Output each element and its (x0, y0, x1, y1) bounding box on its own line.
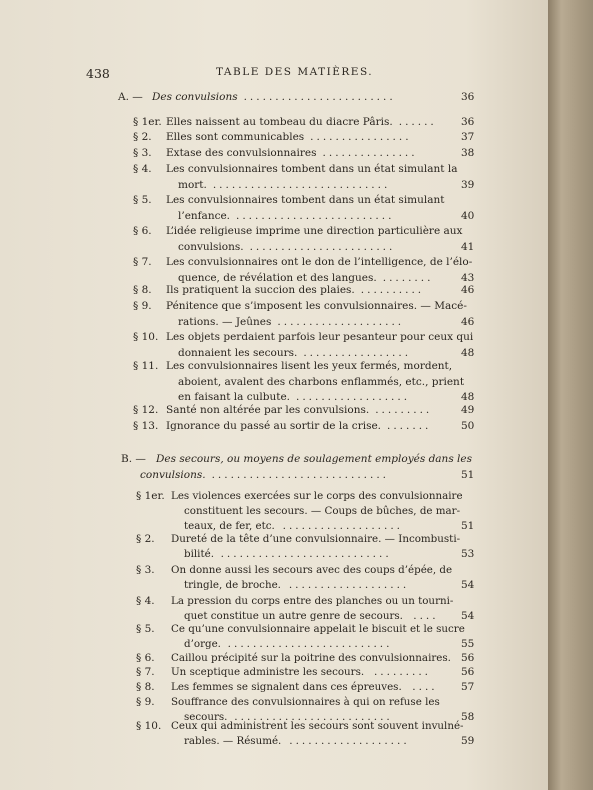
entry-page: 54 (461, 610, 475, 623)
leader-dots: ....... (387, 420, 432, 432)
entry-text: Elles sont communicables (166, 131, 305, 143)
entry-page: 58 (461, 711, 475, 724)
section-a-label: A. — (118, 91, 143, 103)
entry-text: l’enfance. (178, 209, 231, 222)
entry-text: Extase des convulsionnaires (166, 147, 317, 159)
section-number: § 9. (136, 696, 155, 708)
leader-dots: ................... (289, 735, 410, 748)
entry-text: secours. (184, 711, 228, 724)
leader-dots: ......................... (234, 711, 393, 724)
entry-text: Souffrance des convulsionnaires à qui on refuse les (171, 696, 440, 708)
entry-text: rations. — Jeûnes (178, 315, 272, 328)
entry-text: Santé non altérée par les convulsions. (166, 404, 370, 416)
entry-text: Les convulsionnaires tombent dans un état simulant la (166, 163, 458, 175)
section-number: § 1er. (133, 116, 162, 128)
leader-dots: ........................ (243, 91, 396, 103)
running-header (86, 66, 488, 82)
section-number: § 6. (136, 652, 155, 664)
entry-text: Ceux qui administrent les secours sont souvent invulné- (171, 720, 464, 732)
entry-text: Les femmes se signalent dans ces épreuves. (171, 681, 402, 693)
section-number: § 7. (133, 256, 152, 268)
entry-page: 49 (461, 404, 475, 416)
entry-page: 59 (461, 735, 475, 748)
leader-dots: .......... (360, 284, 425, 296)
entry-page: 48 (461, 391, 475, 403)
entry-page: 41 (461, 240, 475, 253)
section-number: § 4. (133, 163, 152, 175)
entry-page: 48 (461, 346, 475, 359)
leader-dots: ................ (310, 131, 412, 143)
section-a-page: 36 (461, 91, 475, 103)
entry-text: teaux, de fer, etc. (184, 520, 275, 533)
section-number: § 4. (136, 595, 155, 607)
section-number: § 12. (133, 404, 159, 416)
entry-text: L’idée religieuse imprime une direction particulière aux (166, 225, 463, 237)
leader-dots: ................... (288, 579, 410, 592)
section-number: § 6. (133, 225, 152, 237)
entry-page: 56 (461, 666, 475, 678)
entry-page: 36 (461, 116, 475, 128)
entry-text: Dureté de la tête d’une convulsionnaire. — Incombusti- (171, 533, 461, 545)
entry-text: aboient, avalent des charbons enflammés, etc., prient (178, 375, 465, 388)
entry-text: Caillou précipité sur la poitrine des convulsionnaires. (171, 652, 451, 664)
entry-page: 43 (461, 271, 475, 284)
section-number: § 1er. (136, 490, 165, 502)
entry-text: Elles naissent au tombeau du diacre Pâris. (166, 116, 393, 128)
section-number: § 8. (136, 681, 155, 693)
leader-dots: ......... (375, 404, 433, 416)
entry-page: 51 (461, 520, 475, 533)
entry-text: Pénitence que s’imposent les convulsionnaires. — Macé- (166, 300, 467, 312)
section-a-title: Des convulsions (152, 91, 238, 103)
section-b-title: convulsions. (140, 468, 206, 481)
entry-text: bilité. (184, 548, 214, 561)
leader-dots: .... (412, 681, 438, 693)
entry-text: Les convulsionnaires tombent dans un état simulant (166, 194, 445, 206)
page-number: 438 (86, 66, 110, 81)
section-number: § 13. (133, 420, 159, 432)
section-number: § 8. (133, 284, 152, 296)
entry-text: La pression du corps entre des planches ou un tourni- (171, 595, 454, 607)
entry-page: 46 (461, 284, 475, 296)
entry-text: quet constitue un autre genre de secours. (184, 610, 403, 623)
entry-page: 55 (461, 638, 475, 651)
leader-dots: ......... (373, 666, 432, 678)
entry-text: rables. — Résumé. (184, 735, 282, 748)
entry-page: 53 (461, 548, 475, 561)
section-b-title: Des secours, ou moyens de soulagement employés dans les (156, 453, 473, 465)
entry-text: quence, de révélation et des langues. (178, 271, 377, 284)
entry-page: 54 (461, 579, 475, 592)
section-b-page: 51 (461, 468, 475, 481)
entry-page: 57 (461, 681, 475, 693)
entry-text: tringle, de broche. (184, 579, 281, 592)
leader-dots: .................. (295, 391, 411, 403)
entry-page: 37 (461, 131, 475, 143)
section-number: § 3. (136, 564, 155, 576)
entry-text: Ignorance du passé au sortir de la crise. (166, 420, 382, 432)
entry-text: Un sceptique administre les secours. (171, 666, 365, 678)
entry-text: convulsions. (178, 240, 244, 253)
entry-page: 56 (461, 652, 475, 664)
section-number: § 2. (136, 533, 155, 545)
section-number: § 3. (133, 147, 152, 159)
leader-dots: ........ (382, 271, 434, 284)
leader-dots: .................... (277, 315, 405, 328)
leader-dots: ................. (303, 346, 412, 359)
entry-text: constituent les secours. — Coups de bûches, de mar- (184, 505, 461, 518)
section-number: § 11. (133, 360, 159, 372)
section-number: § 7. (136, 666, 155, 678)
section-number: § 10. (133, 331, 159, 343)
entry-text: Les convulsionnaires lisent les yeux fermés, mordent, (166, 360, 453, 372)
entry-page: 38 (461, 147, 475, 159)
section-b-label: B. — (121, 453, 146, 465)
entry-text: Les objets perdaient parfois leur pesanteur pour ceux qui (166, 331, 474, 343)
leader-dots: ....................... (249, 240, 396, 253)
running-title: TABLE DES MATIÈRES. (216, 66, 374, 78)
page-edge (548, 0, 593, 790)
entry-page: 50 (461, 420, 475, 432)
leader-dots: ...... (398, 116, 437, 128)
section-number: § 2. (133, 131, 152, 143)
leader-dots: ................... (282, 520, 404, 533)
entry-page: 39 (461, 178, 475, 191)
leader-dots: .......................... (227, 638, 393, 651)
entry-text: Ils pratiquent la succion des plaies. (166, 284, 355, 296)
entry-page: 46 (461, 315, 475, 328)
entry-text: mort. (178, 178, 207, 191)
entry-text: Les violences exercées sur le corps des convulsionnaire (171, 490, 463, 502)
section-number: § 10. (136, 720, 162, 732)
leader-dots: ............... (322, 147, 418, 159)
leader-dots: ............................ (212, 178, 391, 191)
leader-dots: ......................... (236, 209, 395, 222)
section-number: § 9. (133, 300, 152, 312)
entry-text: donnaient les secours. (178, 346, 298, 359)
section-number: § 5. (133, 194, 152, 206)
entry-text: d’orge. (184, 638, 221, 651)
leader-dots: ........................... (220, 548, 392, 561)
leader-dots: ............................ (211, 468, 390, 481)
section-number: § 5. (136, 623, 155, 635)
leader-dots: .... (413, 610, 439, 623)
entry-text: Ce qu’une convulsionnaire appelait le biscuit et le sucre (171, 623, 465, 635)
entry-text: en faisant la culbute. (178, 391, 290, 403)
entry-page: 40 (461, 209, 475, 222)
entry-text: Les convulsionnaires ont le don de l’intelligence, de l’élo- (166, 256, 473, 268)
entry-text: On donne aussi les secours avec des coups d’épée, de (171, 564, 453, 576)
